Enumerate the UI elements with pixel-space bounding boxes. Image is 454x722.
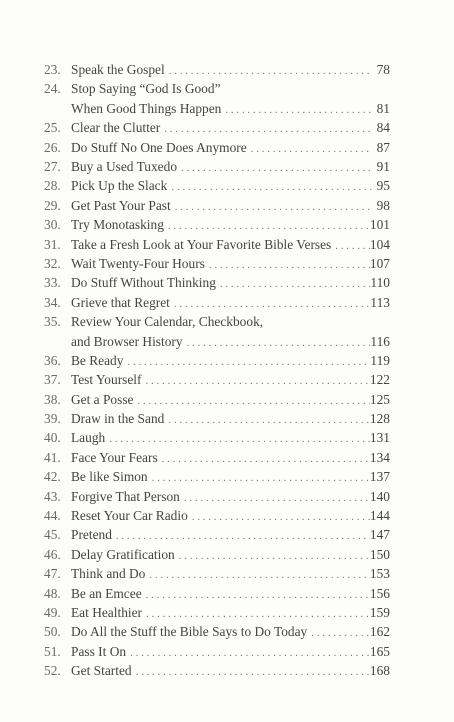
toc-entry bbox=[44, 448, 390, 467]
dot-leader bbox=[132, 663, 370, 682]
chapter-number: 48. bbox=[44, 585, 61, 601]
chapter-number: 34. bbox=[44, 294, 61, 310]
chapter-number: 35. bbox=[44, 314, 61, 330]
chapter-title: Be like Simon bbox=[71, 469, 148, 485]
toc-entry bbox=[44, 235, 390, 254]
chapter-number: 49. bbox=[44, 604, 61, 620]
page-number: 128 bbox=[369, 411, 390, 427]
chapter-number: 24. bbox=[44, 81, 61, 97]
chapter-number: 38. bbox=[44, 391, 61, 407]
page-number: 98 bbox=[376, 197, 390, 213]
toc-entry bbox=[44, 525, 390, 544]
chapter-title: Stop Saying “God Is Good” bbox=[71, 81, 221, 97]
chapter-title: Try Monotasking bbox=[71, 217, 164, 233]
chapter-title: Grieve that Regret bbox=[71, 294, 170, 310]
toc-entry bbox=[44, 118, 390, 137]
page-number: 140 bbox=[369, 488, 390, 504]
toc-entry bbox=[44, 487, 390, 506]
chapter-number: 23. bbox=[44, 62, 61, 77]
chapter-number: 40. bbox=[44, 430, 61, 446]
toc-entry bbox=[44, 506, 390, 525]
toc-entry bbox=[44, 254, 390, 273]
chapter-number: 47. bbox=[44, 566, 61, 582]
page-number: 95 bbox=[376, 178, 390, 194]
page-number: 110 bbox=[370, 275, 390, 291]
page-number: 134 bbox=[369, 449, 390, 465]
page-number: 125 bbox=[369, 391, 390, 407]
toc-entry bbox=[44, 622, 390, 641]
toc-entry bbox=[44, 390, 390, 409]
chapter-number: 33. bbox=[44, 275, 61, 291]
page-number: 78 bbox=[376, 62, 390, 77]
chapter-title: Get Started bbox=[71, 663, 132, 679]
chapter-title: Get a Posse bbox=[71, 391, 134, 407]
chapter-number: 28. bbox=[44, 178, 61, 194]
chapter-number: 37. bbox=[44, 372, 61, 388]
chapter-number: 36. bbox=[44, 352, 61, 368]
toc-entry bbox=[44, 273, 390, 292]
page-number: 150 bbox=[369, 546, 390, 562]
chapter-title: Take a Fresh Look at Your Favorite Bible Verses bbox=[71, 236, 332, 252]
page-number: 131 bbox=[369, 430, 390, 446]
chapter-number: 44. bbox=[44, 508, 61, 524]
chapter-number: 51. bbox=[44, 643, 61, 659]
chapter-title: Draw in the Sand bbox=[71, 411, 165, 427]
chapter-number: 41. bbox=[44, 449, 61, 465]
chapter-title: Be Ready bbox=[71, 352, 124, 368]
toc-entry bbox=[44, 545, 390, 564]
page-number: 81 bbox=[376, 100, 390, 116]
chapter-number: 46. bbox=[44, 546, 61, 562]
page-number: 122 bbox=[369, 372, 390, 388]
page-number: 84 bbox=[376, 120, 390, 136]
chapter-title: Get Past Your Past bbox=[71, 197, 171, 213]
toc-entry bbox=[44, 138, 390, 157]
toc-entry bbox=[44, 642, 390, 661]
chapter-number: 39. bbox=[44, 411, 61, 427]
toc-entry bbox=[44, 60, 390, 79]
chapter-number: 25. bbox=[44, 120, 61, 136]
page-number: 119 bbox=[370, 352, 390, 368]
chapter-number: 45. bbox=[44, 527, 61, 543]
chapter-title: Do All the Stuff the Bible Says to Do Today bbox=[71, 624, 308, 640]
page-number: 91 bbox=[376, 158, 390, 174]
chapter-number: 30. bbox=[44, 217, 61, 233]
chapter-title: Buy a Used Tuxedo bbox=[71, 158, 178, 174]
page-number: 113 bbox=[370, 294, 390, 310]
toc-entry bbox=[44, 215, 390, 234]
chapter-title: Speak the Gospel bbox=[71, 62, 165, 77]
page-number: 168 bbox=[369, 663, 390, 679]
toc-entry bbox=[44, 79, 390, 118]
chapter-number: 31. bbox=[44, 236, 61, 252]
page-number: 87 bbox=[376, 139, 390, 155]
toc-entry bbox=[44, 312, 390, 351]
page-number: 107 bbox=[369, 255, 390, 271]
toc-entry bbox=[44, 157, 390, 176]
toc-entry bbox=[44, 584, 390, 603]
chapter-title: Eat Healthier bbox=[71, 604, 143, 620]
toc-entry bbox=[44, 351, 390, 370]
page-number: 137 bbox=[369, 469, 390, 485]
chapter-number: 50. bbox=[44, 624, 61, 640]
toc-entry bbox=[44, 661, 390, 680]
page-number: 156 bbox=[369, 585, 390, 601]
toc-entry bbox=[44, 564, 390, 583]
page-number: 162 bbox=[369, 624, 390, 640]
chapter-number: 32. bbox=[44, 255, 61, 271]
chapter-title: Clear the Clutter bbox=[71, 120, 161, 136]
chapter-title: When Good Things Happen bbox=[71, 100, 222, 116]
chapter-title: Do Stuff Without Thinking bbox=[71, 275, 216, 291]
toc-entry bbox=[44, 409, 390, 428]
page-number: 165 bbox=[369, 643, 390, 659]
chapter-title: Do Stuff No One Does Anymore bbox=[71, 139, 247, 155]
toc-entry bbox=[44, 428, 390, 447]
page-number: 116 bbox=[370, 333, 390, 349]
chapter-title: Reset Your Car Radio bbox=[71, 508, 188, 524]
toc-entry bbox=[44, 176, 390, 195]
toc-entry bbox=[44, 196, 390, 215]
page-number: 144 bbox=[369, 508, 390, 524]
chapter-title: Be an Emcee bbox=[71, 585, 142, 601]
chapter-title: Wait Twenty-Four Hours bbox=[71, 255, 205, 271]
chapter-title: Review Your Calendar, Checkbook, bbox=[71, 314, 264, 330]
chapter-title: Forgive That Person bbox=[71, 488, 180, 504]
chapter-title: and Browser History bbox=[71, 333, 183, 349]
toc-entry bbox=[44, 293, 390, 312]
page-number: 147 bbox=[369, 527, 390, 543]
chapter-number: 52. bbox=[44, 663, 61, 679]
chapter-number: 42. bbox=[44, 469, 61, 485]
toc-entry bbox=[44, 603, 390, 622]
chapter-title: Pretend bbox=[71, 527, 112, 543]
chapter-title: Laugh bbox=[71, 430, 106, 446]
chapter-title: Pass It On bbox=[71, 643, 127, 659]
page-number: 159 bbox=[369, 604, 390, 620]
chapter-title: Test Yourself bbox=[71, 372, 142, 388]
toc-entry bbox=[44, 370, 390, 389]
page-number: 104 bbox=[369, 236, 390, 252]
chapter-number: 26. bbox=[44, 139, 61, 155]
chapter-title: Think and Do bbox=[71, 566, 146, 582]
page-number: 101 bbox=[369, 217, 390, 233]
chapter-title: Face Your Fears bbox=[71, 449, 158, 465]
page-number: 153 bbox=[369, 566, 390, 582]
chapter-number: 43. bbox=[44, 488, 61, 504]
table-of-contents bbox=[44, 60, 390, 681]
toc-entry bbox=[44, 467, 390, 486]
chapter-title: Delay Gratification bbox=[71, 546, 175, 562]
chapter-number: 29. bbox=[44, 197, 61, 213]
chapter-title: Pick Up the Slack bbox=[71, 178, 168, 194]
chapter-number: 27. bbox=[44, 158, 61, 174]
